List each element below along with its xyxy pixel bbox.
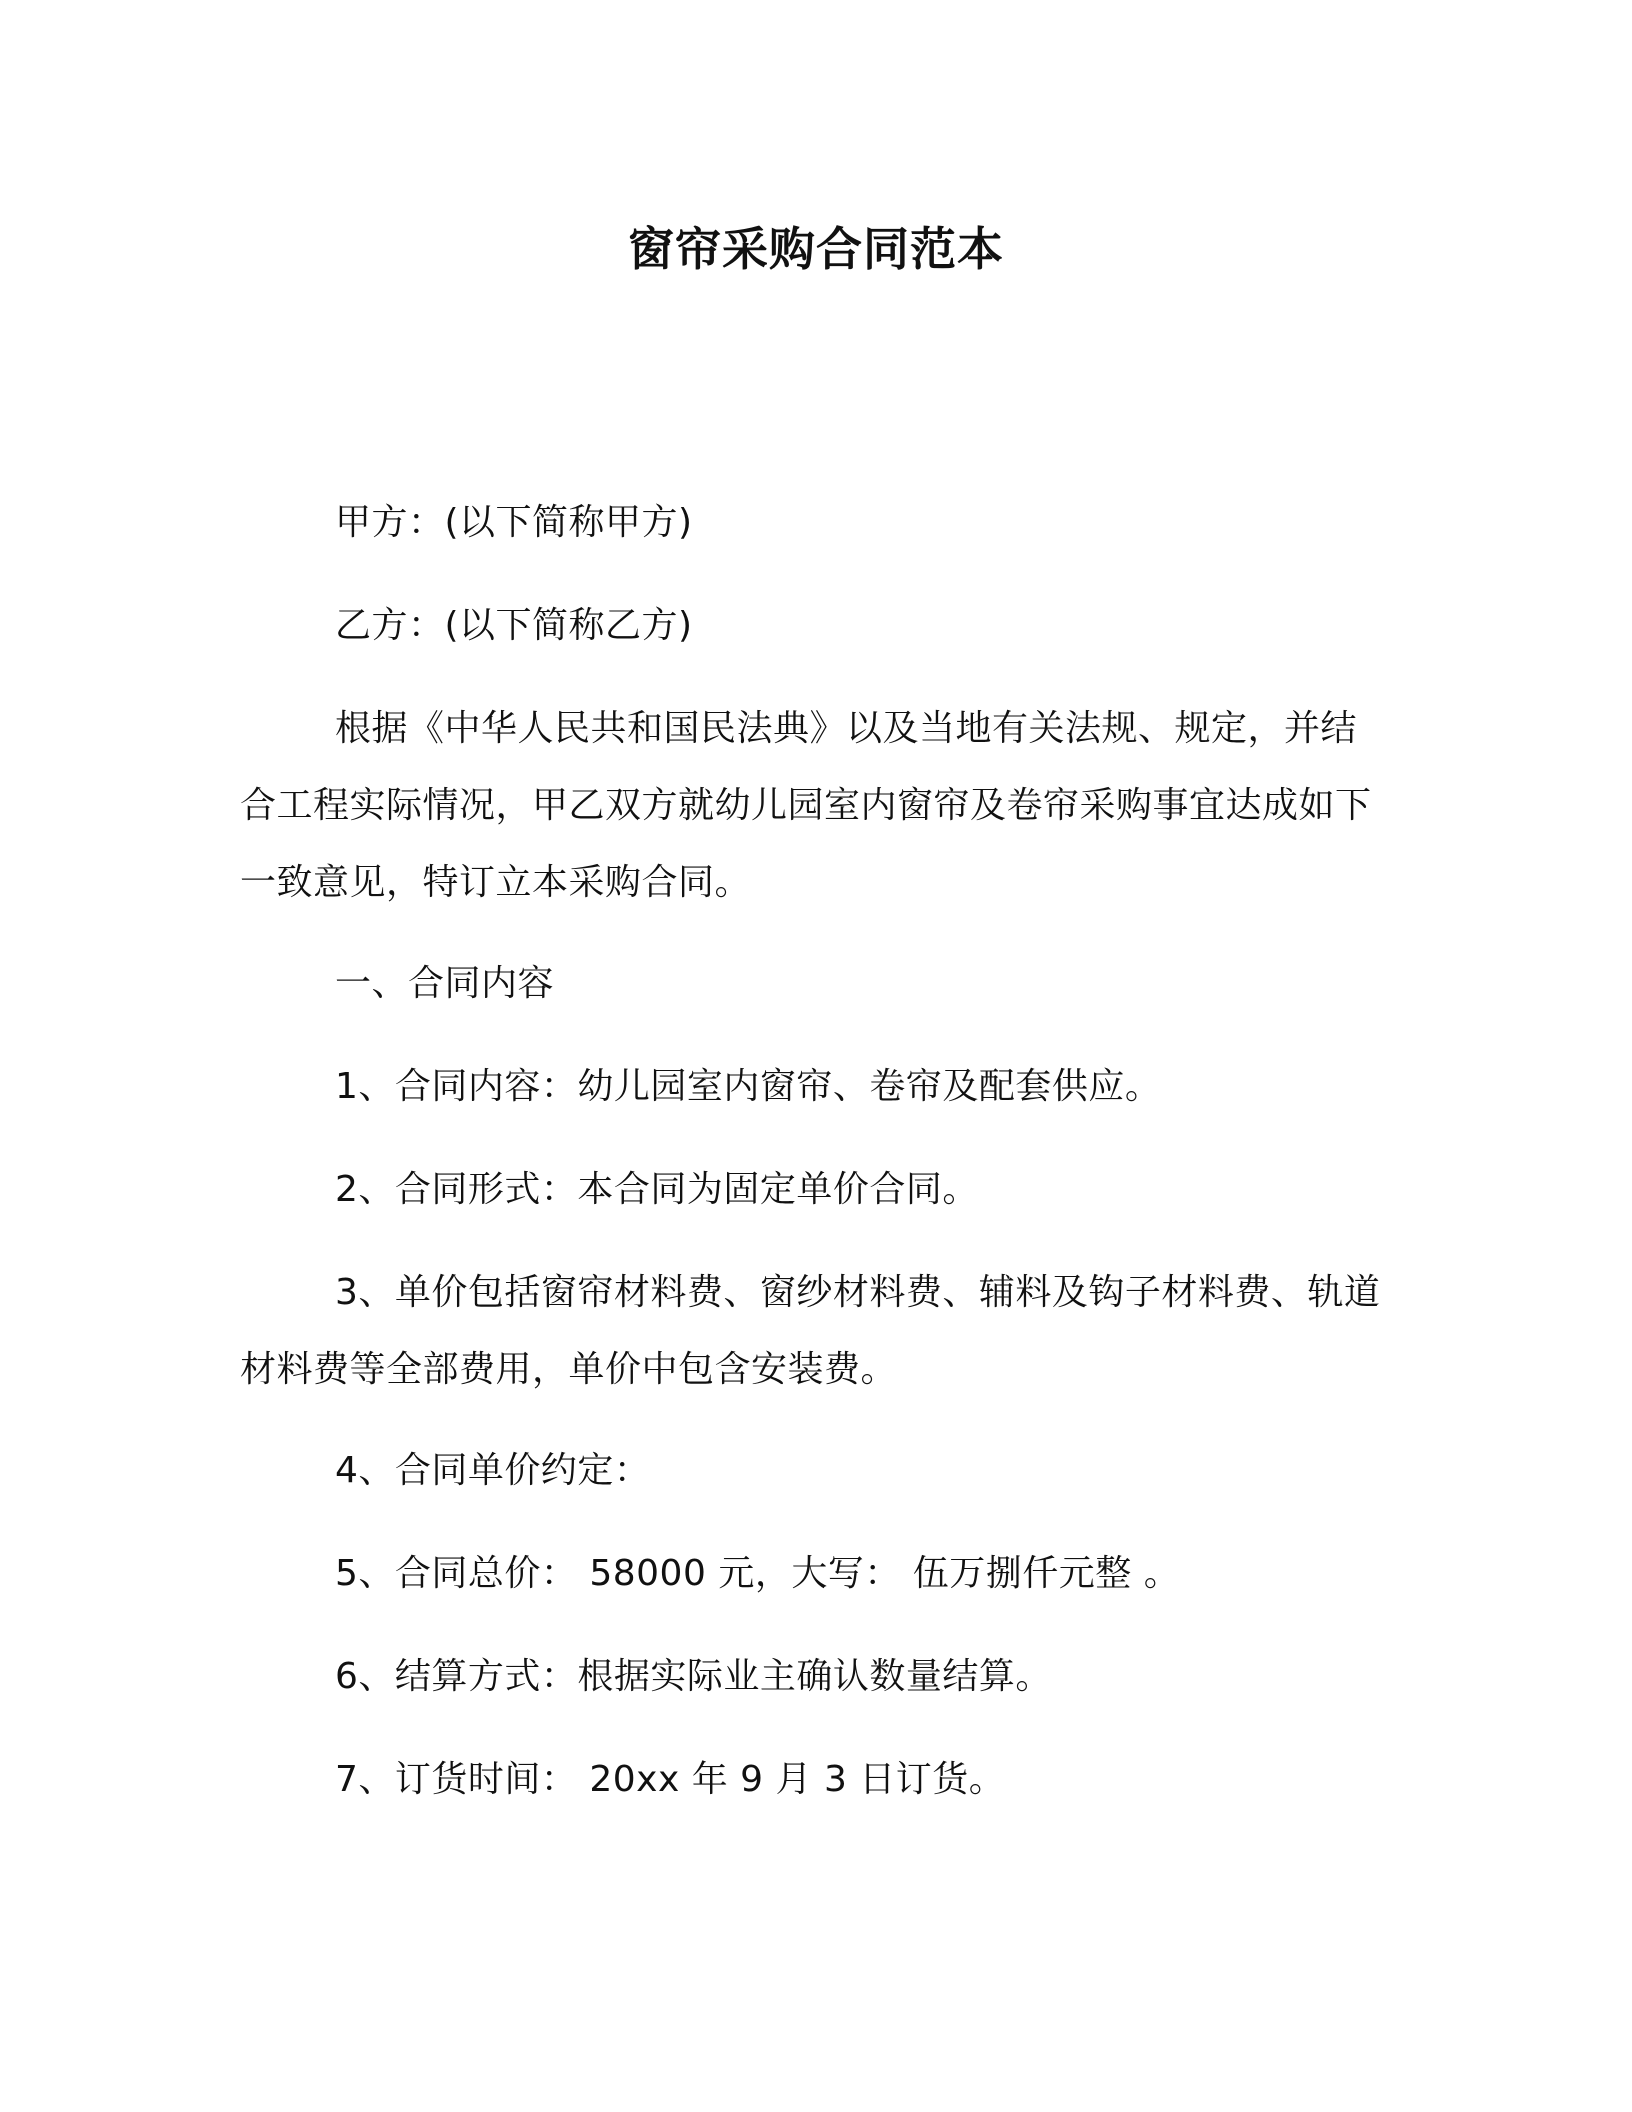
section-heading-contract-content: 一、合同内容 — [335, 963, 555, 1004]
clause-5-total-price: 5、合同总价： 58000 元，大写： 伍万捌仟元整 。 — [335, 1553, 1181, 1594]
party-b-line: 乙方：(以下简称乙方) — [335, 605, 693, 646]
document-title: 窗帘采购合同范本 — [628, 222, 1004, 276]
clause-1: 1、合同内容：幼儿园室内窗帘、卷帘及配套供应。 — [335, 1066, 1162, 1107]
clause-4: 4、合同单价约定： — [335, 1450, 651, 1491]
party-a-line: 甲方：(以下简称甲方) — [335, 502, 693, 543]
clause-2: 2、合同形式：本合同为固定单价合同。 — [335, 1169, 979, 1210]
clause-3: 3、单价包括窗帘材料费、窗纱材料费、辅料及钩子材料费、轨道材料费等全部费用，单价中包含安装费。 — [240, 1272, 1381, 1390]
clause-7-order-date: 7、订货时间： 20xx 年 9 月 3 日订货。 — [335, 1759, 1006, 1800]
clause-6-settlement: 6、结算方式：根据实际业主确认数量结算。 — [335, 1656, 1052, 1697]
preamble-paragraph: 根据《中华人民共和国民法典》以及当地有关法规、规定，并结合工程实际情况，甲乙双方就幼儿园室内窗帘及卷帘采购事宜达成如下一致意见，特订立本采购合同。 — [240, 708, 1372, 903]
